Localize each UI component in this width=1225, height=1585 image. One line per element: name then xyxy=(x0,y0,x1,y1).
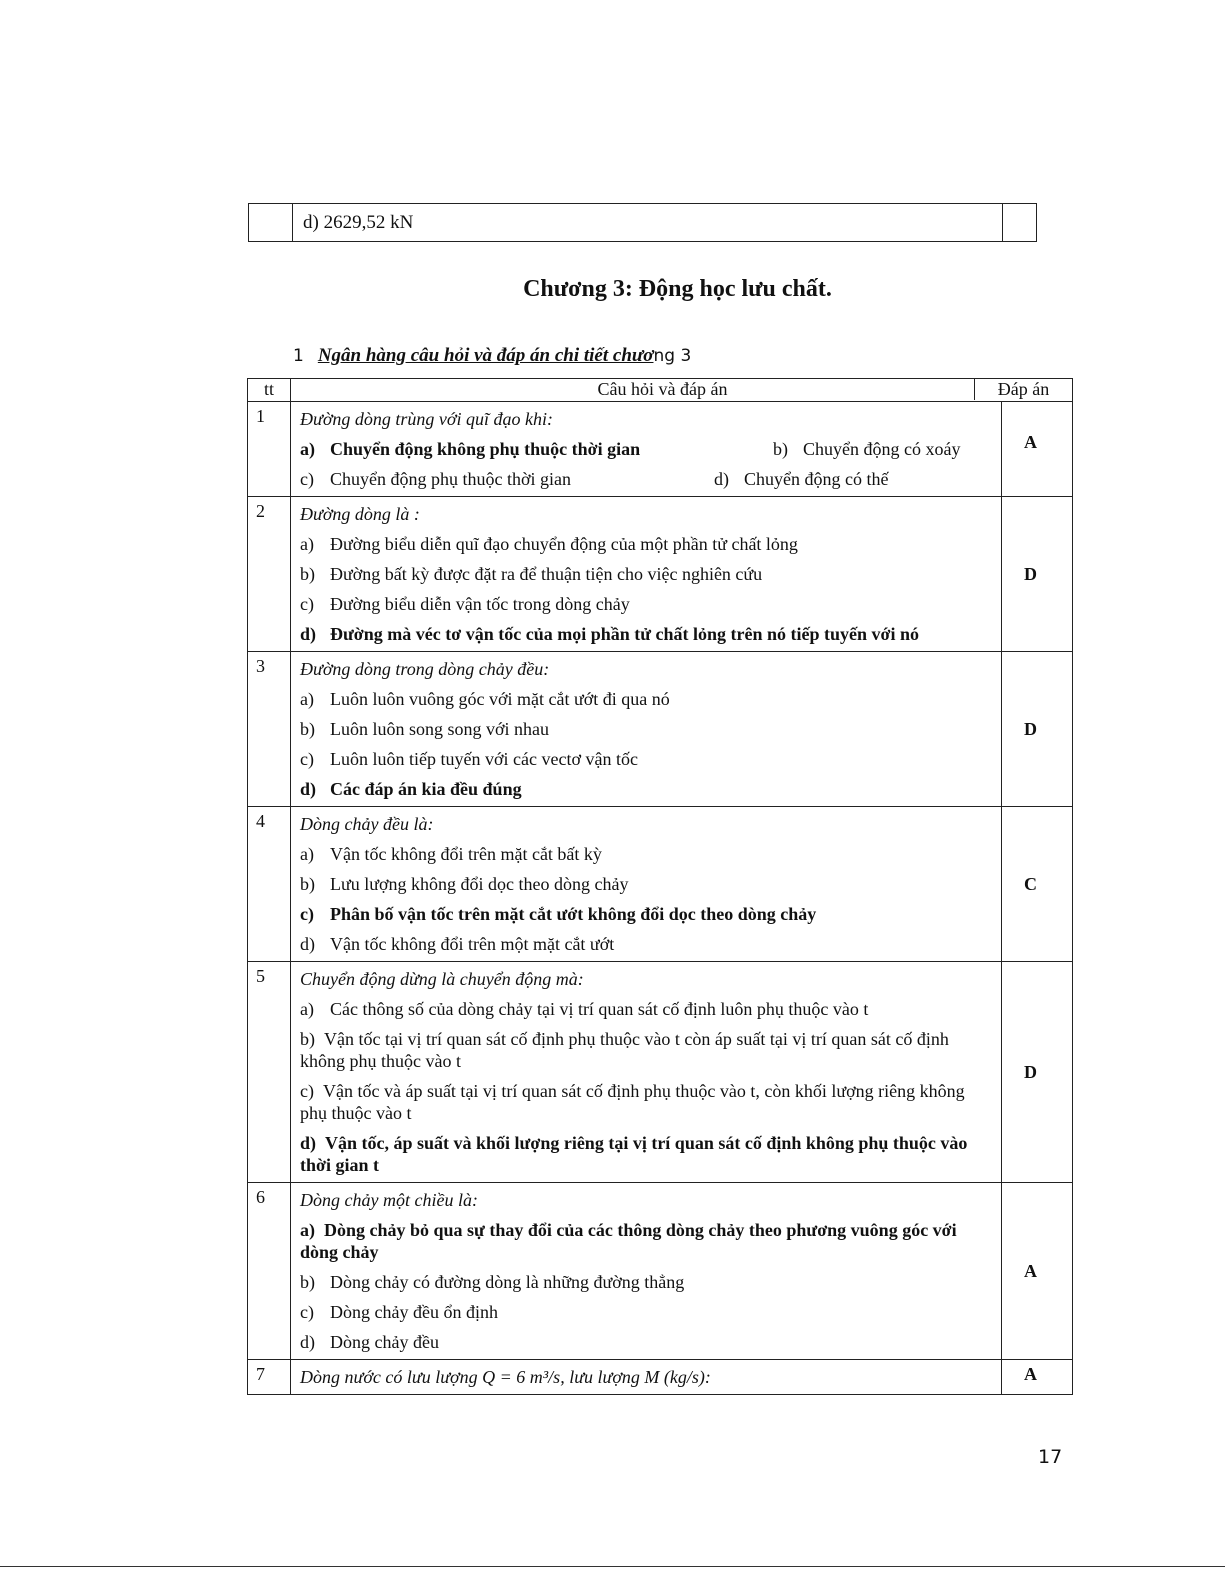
header-content-label: Câu hỏi và đáp án xyxy=(597,379,728,399)
option-c: c) Luôn luôn tiếp tuyến với các vectơ vận tốc xyxy=(300,749,638,769)
header-answer: Đáp án xyxy=(974,379,1072,400)
header-content xyxy=(291,379,1073,402)
table-row xyxy=(248,497,1073,652)
question-text: Đường dòng trong dòng chảy đều: xyxy=(300,659,550,679)
section-title: Ngân hàng câu hỏi và đáp án chi tiết chươ xyxy=(317,345,654,366)
table-row xyxy=(248,962,1073,1183)
option-row xyxy=(300,438,993,460)
option-b: b) Đường bất kỳ được đặt ra để thuận tiện cho việc nghiên cứu xyxy=(300,564,763,584)
tt-cell xyxy=(249,204,293,241)
question-text: Đường dòng là : xyxy=(300,504,420,524)
option-b: b) Chuyển động có xoáy xyxy=(773,439,961,459)
question-number: 7 xyxy=(248,1360,291,1395)
question-body xyxy=(291,807,1002,962)
answer: A xyxy=(1002,402,1073,497)
question-body xyxy=(291,1183,1002,1360)
answer: D xyxy=(1002,652,1073,807)
chapter-title: Chương 3: Động học lưu chất. xyxy=(523,276,832,302)
question-text: Dòng nước có lưu lượng Q = 6 m³/s, lưu lượng M (kg/s): xyxy=(300,1367,711,1387)
answer: A xyxy=(1002,1183,1073,1360)
question-number: 4 xyxy=(248,807,291,962)
answer: D xyxy=(1002,962,1073,1183)
question-text: Đường dòng trùng với quĩ đạo khi: xyxy=(300,409,554,429)
section-title-tail: ng 3 xyxy=(653,346,692,366)
option-d: d) Vận tốc không đổi trên một mặt cắt ướt xyxy=(300,934,615,954)
option-a: a) Dòng chảy bỏ qua sự thay đổi của các thông dòng chảy theo phương vuông góc với dòng chảy xyxy=(300,1220,957,1262)
question-table xyxy=(247,378,1073,1395)
option-a: a) Chuyển động không phụ thuộc thời gian xyxy=(300,439,641,459)
question-body xyxy=(291,962,1002,1183)
table-row xyxy=(248,1360,1073,1395)
option-c: c) Vận tốc và áp suất tại vị trí quan sát cố định phụ thuộc vào t, còn khối lượng riêng không phụ thuộc vào t xyxy=(300,1081,965,1123)
option-a: a) Các thông số của dòng chảy tại vị trí quan sát cố định luôn phụ thuộc vào t xyxy=(300,999,869,1019)
option-b: b) Lưu lượng không đổi dọc theo dòng chảy xyxy=(300,874,629,894)
table-row xyxy=(248,807,1073,962)
option-d: d) 2629,52 kN xyxy=(293,204,1003,241)
question-number: 1 xyxy=(248,402,291,497)
question-text: Dòng chảy một chiều là: xyxy=(300,1190,478,1210)
question-body xyxy=(291,652,1002,807)
option-a: a) Đường biểu diễn quĩ đạo chuyển động của một phần tử chất lỏng xyxy=(300,534,798,554)
table-row xyxy=(248,402,1073,497)
question-number: 3 xyxy=(248,652,291,807)
option-c: c) Dòng chảy đều ổn định xyxy=(300,1302,498,1322)
answer: D xyxy=(1002,497,1073,652)
option-b: b) Dòng chảy có đường dòng là những đường thẳng xyxy=(300,1272,685,1292)
table-header-row xyxy=(248,379,1073,402)
option-a: a) Vận tốc không đổi trên mặt cắt bất kỳ xyxy=(300,844,602,864)
question-text: Dòng chảy đều là: xyxy=(300,814,434,834)
section-number: 1 xyxy=(293,346,304,366)
page-number: 17 xyxy=(1038,1446,1063,1468)
option-b: b) Vận tốc tại vị trí quan sát cố định phụ thuộc vào t còn áp suất tại vị trí quan sát cố định không phụ thuộc vào t xyxy=(300,1029,949,1071)
question-number: 2 xyxy=(248,497,291,652)
question-number: 5 xyxy=(248,962,291,1183)
header-tt: tt xyxy=(248,379,291,402)
option-c: c) Đường biểu diễn vận tốc trong dòng chảy xyxy=(300,594,630,614)
option-d: d) Chuyển động có thế xyxy=(714,469,889,489)
question-body xyxy=(291,1360,1002,1395)
previous-question-tail xyxy=(248,203,1037,242)
question-number: 6 xyxy=(248,1183,291,1360)
option-a: a) Luôn luôn vuông góc với mặt cắt ướt đi qua nó xyxy=(300,689,670,709)
option-d: d) Các đáp án kia đều đúng xyxy=(300,779,522,799)
option-d: d) Vận tốc, áp suất và khối lượng riêng tại vị trí quan sát cố định không phụ thuộc vào thời gian t xyxy=(300,1133,968,1175)
option-b: b) Luôn luôn song song với nhau xyxy=(300,719,550,739)
option-c: c) Phân bố vận tốc trên mặt cắt ướt không đổi dọc theo dòng chảy xyxy=(300,904,817,924)
option-c: c) Chuyển động phụ thuộc thời gian xyxy=(300,469,571,489)
section-heading xyxy=(293,345,691,367)
question-body xyxy=(291,497,1002,652)
answer: A xyxy=(1002,1360,1073,1395)
footer-rule xyxy=(0,1566,1225,1567)
table-row xyxy=(248,652,1073,807)
option-row xyxy=(300,468,993,490)
question-body xyxy=(291,402,1002,497)
option-d: d) Dòng chảy đều xyxy=(300,1332,439,1352)
table-row xyxy=(248,1183,1073,1360)
option-d: d) Đường mà véc tơ vận tốc của mọi phần tử chất lỏng trên nó tiếp tuyến với nó xyxy=(300,624,920,644)
answer: C xyxy=(1002,807,1073,962)
answer-cell xyxy=(1003,204,1036,241)
question-text: Chuyển động dừng là chuyển động mà: xyxy=(300,969,584,989)
